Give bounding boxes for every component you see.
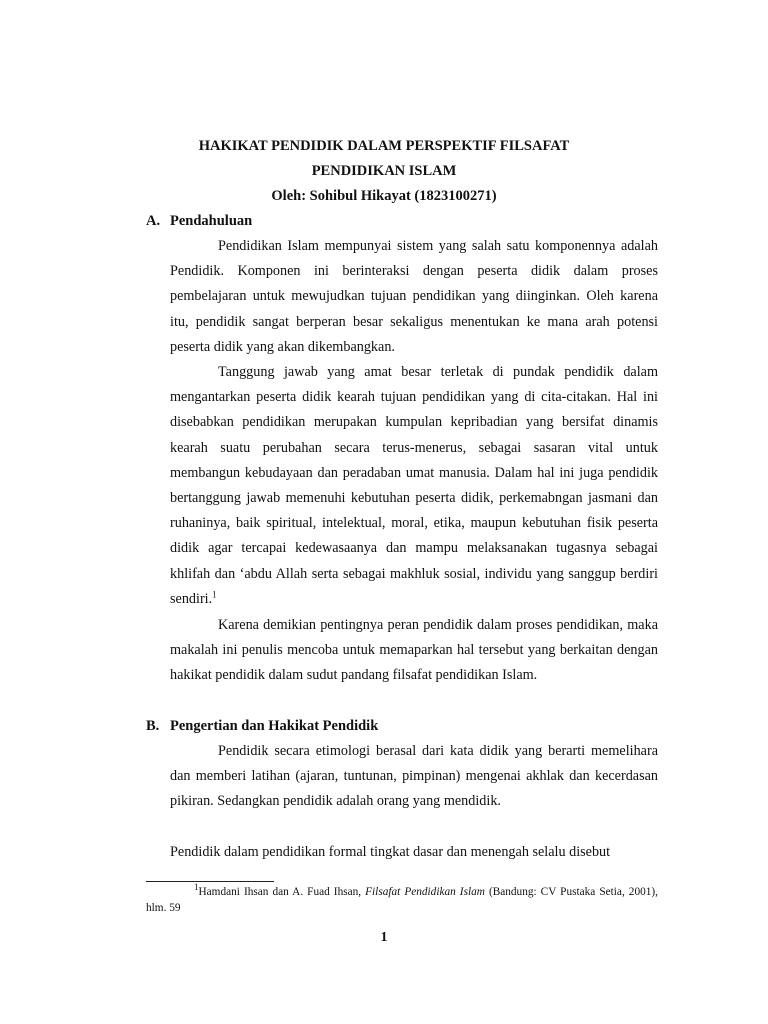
footnote-number: 1 [194,882,199,893]
section-heading-a [146,209,252,234]
paragraph-text: Pendidikan Islam mempunyai sistem yang salah satu komponennya adalah Pendidik. Komponen ini berinteraksi dengan peserta didik dalam proses pembelajaran untuk mewujudkan tujuan pendidikan yang diinginkan. Oleh karena itu, pendidik sangat berperan besar sekaligus menentukan ke mana arah potensi peserta didik yang akan dikembangkan. [170,238,658,355]
document-title-line-1: HAKIKAT PENDIDIK DALAM PERSPEKTIF FILSAFAT [198,138,570,154]
footnote-text: Hamdani Ihsan dan A. Fuad Ihsan, [198,886,366,898]
paragraph-text: Karena demikian pentingnya peran pendidik dalam proses pendidikan, maka makalah ini penulis mencoba untuk memaparkan hal tersebut yang berkaitan dengan hakikat pendidik dalam sudut pandang filsafat pendidikan Islam. [170,617,658,684]
paragraph-text: Pendidik dalam pendidikan formal tingkat dasar dan menengah selalu disebut [170,844,611,860]
paragraph-intro-1 [170,234,658,360]
document-author: Oleh: Sohibul Hikayat (1823100271) [271,188,497,204]
section-title: Pengertian dan Hakikat Pendidik [170,718,379,734]
document-title-line-2: PENDIDIKAN ISLAM [311,163,457,179]
paragraph-text: Tanggung jawab yang amat besar terletak di pundak pendidik dalam mengantarkan peserta didik kearah tujuan pendidikan yang di cita-citakan. Hal ini disebabkan pendidikan merupakan kumpulan kepribadian yang bersifat dinamis kearah suatu perubahan secara terus-menerus, sebagai sasaran vital untuk membangun kebudayaan dan peradaban umat manusia. Dalam hal ini juga pendidik bertanggung jawab memenuhi kebutuhan peserta didik, perkemabngan jasmani dan ruhaninya, baik spiritual, intelektual, moral, etika, maupun kebutuhan fisik peserta didik agar tercapai kedewasaanya dan mampu melaksanakan tugasnya sebagai khlifah dan ‘abdu Allah serta sebagai makhluk sosial, individu yang sanggup berdiri sendiri. [170,364,658,607]
footnote-text-end: (Bandung: CV Pustaka Setia, 2001), hlm. 59 [146,886,658,914]
section-letter: A. [146,213,161,229]
paragraph-text: Pendidik secara etimologi berasal dari kata didik yang berarti memelihara dan memberi latihan (ajaran, tuntunan, pimpinan) mengenai akhlak dan kecerdasan pikiran. Sedangkan pendidik adalah orang yang mendidik. [170,743,658,810]
section-letter: B. [146,718,160,734]
footnote [146,884,658,916]
footnote-reference[interactable]: 1 [212,589,217,600]
section-heading-b [146,714,378,739]
footnote-book-title: Filsafat Pendidikan Islam [365,886,485,898]
section-title: Pendahuluan [170,213,253,229]
paragraph-intro-3 [170,613,658,689]
footnote-separator [146,881,274,882]
paragraph-definition-1 [170,739,658,815]
paragraph-intro-2 [170,360,658,612]
page-number: 1 [380,930,388,945]
paragraph-definition-2 [170,840,658,865]
